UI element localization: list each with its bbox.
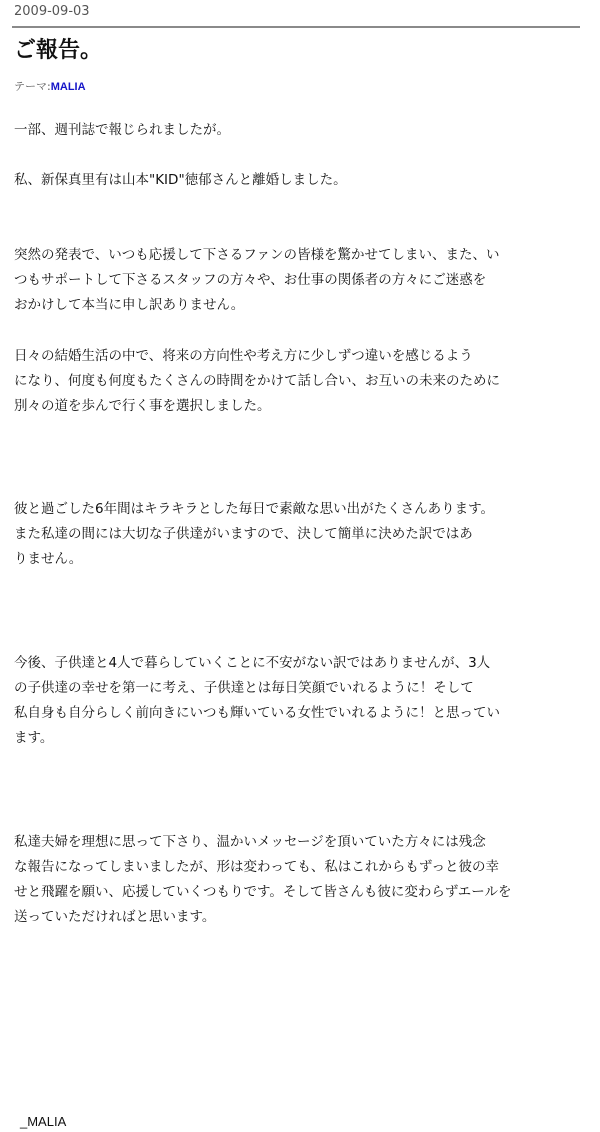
body-paragraph: 彼と過ごした6年間はキラキラとした毎日で素敵な思い出がたくさんあります。 また私達の間には大切な子供達がいますので、決して簡単に決めた訳ではあ りません。 bbox=[14, 501, 495, 567]
theme-line bbox=[14, 80, 86, 94]
body-paragraph: 突然の発表で、いつも応援して下さるファンの皆様を驚かせてしまい、また、い つもサポートして下さるスタッフの方々や、お仕事の関係者の方々にご迷惑を おかけして本当に申し訳ありません。 bbox=[14, 247, 500, 313]
body-paragraph: 一部、週刊誌で報じられましたが。 bbox=[14, 122, 230, 138]
theme-label: テーマ: bbox=[14, 80, 51, 93]
date-divider bbox=[12, 26, 580, 28]
body-paragraph: 私、新保真里有は山本"KID"徳郁さんと離婚しました。 bbox=[14, 172, 347, 188]
signature: _MALIA bbox=[20, 1114, 67, 1129]
post-date: 2009-09-03 bbox=[14, 4, 90, 19]
body-paragraph: 日々の結婚生活の中で、将来の方向性や考え方に少しずつ違いを感じるよう になり、何度も何度もたくさんの時間をかけて話し合い、お互いの未来のために 別々の道を歩んで行く事を選択しました。 bbox=[14, 348, 500, 414]
body-paragraph: 私達夫婦を理想に思って下さり、温かいメッセージを頂いていた方々には残念 な報告になってしまいましたが、形は変わっても、私はこれからもずっと彼の幸 せと飛躍を願い、応援していくつもりです。そして皆さんも彼に変わらずエールを 送っていただければと思います。 bbox=[14, 834, 512, 925]
theme-link[interactable]: MALIA bbox=[50, 81, 86, 93]
body-paragraph: 今後、子供達と4人で暮らしていくことに不安がない訳ではありませんが、3人 の子供達の幸せを第一に考え、子供達とは毎日笑顔でいれるように！そして 私自身も自分らしく前向きにいつも輝いている女性でいれるように！と思ってい ます。 bbox=[14, 655, 500, 746]
post-title: ご報告。 bbox=[14, 38, 103, 63]
